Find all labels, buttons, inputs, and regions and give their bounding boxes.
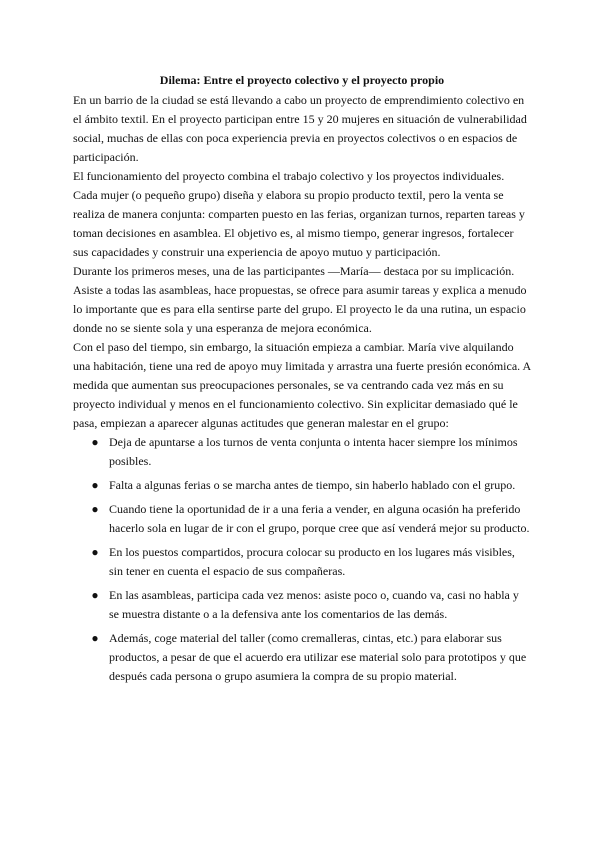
list-item bbox=[73, 500, 531, 538]
list-item bbox=[73, 586, 531, 624]
list-item bbox=[73, 629, 531, 686]
bullet-icon: ● bbox=[91, 588, 99, 602]
bullet-icon: ● bbox=[91, 502, 99, 516]
list-item bbox=[73, 433, 531, 471]
list-item-text: En los puestos compartidos, procura colocar su producto en los lugares más visibles, sin tener en cuenta el espacio de sus compañeras. bbox=[109, 545, 515, 578]
list-item-text: Deja de apuntarse a los turnos de venta conjunta o intenta hacer siempre los mínimos posibles. bbox=[109, 435, 518, 468]
list-item bbox=[73, 543, 531, 581]
bullet-icon: ● bbox=[91, 435, 99, 449]
document-body bbox=[73, 71, 531, 691]
paragraph-change: Con el paso del tiempo, sin embargo, la situación empieza a cambiar. María vive alquilando una habitación, tiene una red de apoyo muy limitada y arrastra una fuerte presión económica. A medida que aumentan sus preocupaciones personales, se va centrando cada vez más en su proyecto individual y menos en el funcionamiento colectivo. Sin explicitar demasiado qué le pasa, empiezan a aparecer algunas actitudes que generan malestar en el grupo: bbox=[73, 340, 531, 430]
attitudes-list bbox=[73, 433, 531, 686]
bullet-icon: ● bbox=[91, 545, 99, 559]
document-title: Dilema: Entre el proyecto colectivo y el proyecto propio bbox=[159, 73, 445, 87]
paragraph-intro: En un barrio de la ciudad se está llevando a cabo un proyecto de emprendimiento colectivo en el ámbito textil. En el proyecto participan entre 15 y 20 mujeres en situación de vulnerabilidad social, muchas de ellas con poca experiencia previa en proyectos colectivos o en espacios de participación. bbox=[73, 93, 527, 164]
bullet-icon: ● bbox=[91, 478, 99, 492]
paragraph-functioning: El funcionamiento del proyecto combina el trabajo colectivo y los proyectos individuales. Cada mujer (o pequeño grupo) diseña y elabora su propio producto textil, pero la venta se realiza de manera conjunta: comparten puesto en las ferias, organizan turnos, reparten tareas y toman decisiones en asamblea. El objetivo es, al mismo tiempo, generar ingresos, fortalecer sus capacidades y construir una experiencia de apoyo mutuo y participación. bbox=[73, 169, 525, 259]
bullet-icon: ● bbox=[91, 631, 99, 645]
list-item bbox=[73, 476, 531, 495]
list-item-text: Cuando tiene la oportunidad de ir a una feria a vender, en alguna ocasión ha preferido hacerlo sola en lugar de ir con el grupo, porque cree que así venderá mejor su producto. bbox=[109, 502, 530, 535]
list-item-text: Además, coge material del taller (como cremalleras, cintas, etc.) para elaborar sus productos, a pesar de que el acuerdo era utilizar ese material solo para prototipos y que después cada persona o grupo asumiera la compra de su propio material. bbox=[109, 631, 527, 683]
list-item-text: En las asambleas, participa cada vez menos: asiste poco o, cuando va, casi no habla y se muestra distante o a la defensiva ante los comentarios de las demás. bbox=[109, 588, 519, 621]
list-item-text: Falta a algunas ferias o se marcha antes de tiempo, sin haberlo hablado con el grupo. bbox=[109, 478, 516, 492]
paragraph-maria: Durante los primeros meses, una de las participantes —María— destaca por su implicación. Asiste a todas las asambleas, hace propuestas, se ofrece para asumir tareas y explica a menudo lo importante que es para ella sentirse parte del grupo. El proyecto le da una rutina, un espacio donde no se siente sola y una esperanza de mejora económica. bbox=[73, 264, 527, 335]
